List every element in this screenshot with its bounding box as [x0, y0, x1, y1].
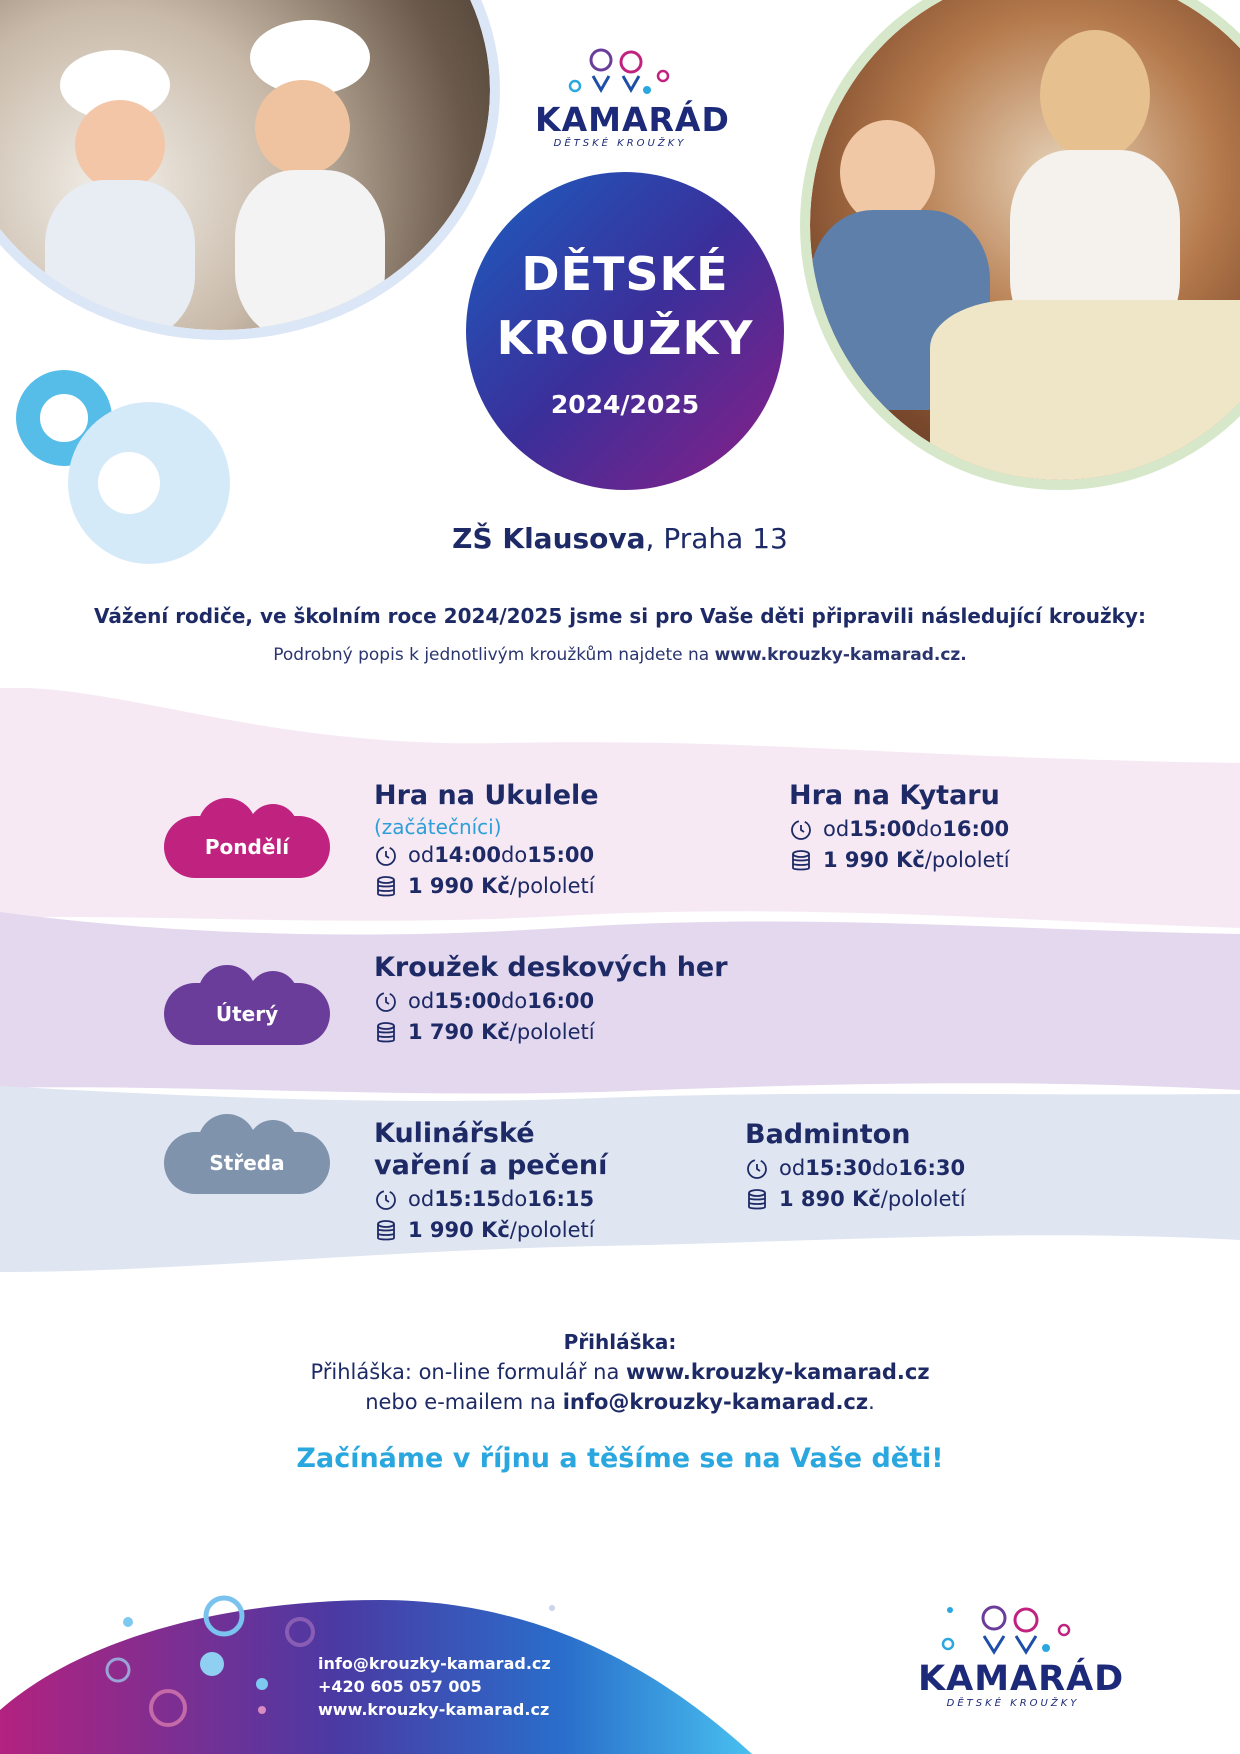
clock-icon	[745, 1157, 769, 1181]
time-from-word: od	[408, 843, 435, 867]
course-note: (začátečníci)	[374, 815, 502, 839]
price-period: /pololetí	[880, 1187, 966, 1211]
photo-kids-board-game	[800, 0, 1240, 490]
hero-title-line2: KROUŽKY	[496, 311, 754, 365]
course-price	[745, 1184, 966, 1215]
course-ukulele	[374, 778, 599, 902]
price-amount: 1 990 Kč	[823, 848, 925, 872]
price-period: /pololetí	[924, 848, 1010, 872]
logo-faces-icon	[918, 1600, 1108, 1660]
logo-bottom	[918, 1600, 1125, 1709]
hero-title	[466, 242, 784, 370]
price-amount: 1 990 Kč	[408, 1218, 510, 1242]
hero-title-line1: DĚTSKÉ	[521, 247, 729, 301]
price-period: /pololetí	[509, 1218, 595, 1242]
time-start: 15:00	[434, 989, 502, 1013]
course-title-line1: Kulinářské	[374, 1118, 535, 1149]
coins-icon	[745, 1188, 769, 1212]
time-start: 15:30	[805, 1156, 873, 1180]
course-price	[789, 845, 1010, 876]
footer-email[interactable]: info@krouzky-kamarad.cz	[318, 1654, 551, 1673]
course-title: Hra na Kytaru	[789, 780, 1000, 811]
logo-top	[535, 46, 730, 149]
course-time	[374, 986, 728, 1017]
clock-icon	[374, 1188, 398, 1212]
course-cooking	[374, 1116, 607, 1246]
time-to-word: do	[501, 843, 528, 867]
signup-online-text: Přihláška: on-line formulář na	[310, 1360, 627, 1384]
day-badge-wednesday: Středa	[164, 1132, 330, 1194]
price-amount: 1 890 Kč	[779, 1187, 881, 1211]
course-board-games	[374, 950, 728, 1048]
coins-icon	[374, 1021, 398, 1045]
logo-name: KAMARÁD	[918, 1659, 1125, 1699]
day-badge-monday: Pondělí	[164, 816, 330, 878]
coins-icon	[374, 875, 398, 899]
course-badminton	[745, 1117, 966, 1215]
course-title: Hra na Ukulele	[374, 780, 599, 811]
course-time	[374, 1184, 607, 1215]
time-end: 16:30	[898, 1156, 966, 1180]
signup-email-suffix: .	[868, 1390, 875, 1414]
time-from-word: od	[408, 989, 435, 1013]
course-price	[374, 871, 599, 902]
time-end: 15:00	[527, 843, 595, 867]
time-to-word: do	[872, 1156, 899, 1180]
course-time	[374, 840, 599, 871]
time-from-word: od	[779, 1156, 806, 1180]
monday-band	[0, 688, 1240, 928]
clock-icon	[374, 844, 398, 868]
course-time	[789, 814, 1010, 845]
course-guitar	[789, 778, 1010, 876]
footer-contact	[318, 1652, 551, 1721]
signup-email	[0, 1390, 1240, 1414]
course-title: Kroužek deskových her	[374, 952, 728, 983]
school-location	[0, 522, 1240, 555]
course-title: Badminton	[745, 1119, 911, 1150]
intro-greeting: Vážení rodiče, ve školním roce 2024/2025 jsme si pro Vaše děti připravili následující kroužky:	[94, 604, 1146, 628]
school-name: ZŠ Klausova	[452, 522, 646, 555]
time-from-word: od	[823, 817, 850, 841]
logo-tagline: DĚTSKÉ KROUŽKY	[553, 138, 687, 149]
footer-phone[interactable]: +420 605 057 005	[318, 1677, 482, 1696]
decorative-bubble	[98, 452, 160, 514]
clock-icon	[374, 990, 398, 1014]
signup-title: Přihláška:	[563, 1330, 677, 1354]
price-period: /pololetí	[509, 874, 595, 898]
signup-email-link[interactable]: info@krouzky-kamarad.cz	[562, 1390, 869, 1414]
course-price	[374, 1017, 728, 1048]
intro-details-text: Podrobný popis k jednotlivým kroužkům najdete na	[273, 645, 715, 665]
logo-name: KAMARÁD	[535, 100, 730, 139]
hero-title-circle	[466, 172, 784, 490]
time-end: 16:15	[527, 1187, 595, 1211]
time-start: 15:00	[849, 817, 917, 841]
coins-icon	[789, 849, 813, 873]
intro-details-link[interactable]: www.krouzky-kamarad.cz.	[714, 645, 967, 665]
signup-online	[0, 1360, 1240, 1384]
closing-message: Začínáme v říjnu a těšíme se na Vaše děti!	[296, 1443, 944, 1474]
price-period: /pololetí	[509, 1020, 595, 1044]
clock-icon	[789, 818, 813, 842]
time-to-word: do	[916, 817, 943, 841]
time-end: 16:00	[527, 989, 595, 1013]
course-time	[745, 1153, 966, 1184]
footer-web[interactable]: www.krouzky-kamarad.cz	[318, 1700, 550, 1719]
hero-year: 2024/2025	[550, 390, 700, 419]
time-to-word: do	[501, 989, 528, 1013]
course-title-line2: vaření a pečení	[374, 1150, 608, 1181]
signup-email-text: nebo e-mailem na	[365, 1390, 563, 1414]
signup-online-link[interactable]: www.krouzky-kamarad.cz	[626, 1360, 930, 1384]
time-start: 15:15	[434, 1187, 502, 1211]
price-amount: 1 990 Kč	[408, 874, 510, 898]
time-start: 14:00	[434, 843, 502, 867]
time-to-word: do	[501, 1187, 528, 1211]
school-city: , Praha 13	[645, 522, 788, 555]
course-price	[374, 1215, 607, 1246]
day-badge-tuesday: Úterý	[164, 983, 330, 1045]
price-amount: 1 790 Kč	[408, 1020, 510, 1044]
logo-tagline: DĚTSKÉ KROUŽKY	[946, 1698, 1080, 1709]
time-from-word: od	[408, 1187, 435, 1211]
coins-icon	[374, 1219, 398, 1243]
time-end: 16:00	[942, 817, 1010, 841]
intro-details	[0, 645, 1240, 665]
logo-faces-icon	[535, 46, 705, 102]
photo-kids-baking	[0, 0, 500, 340]
